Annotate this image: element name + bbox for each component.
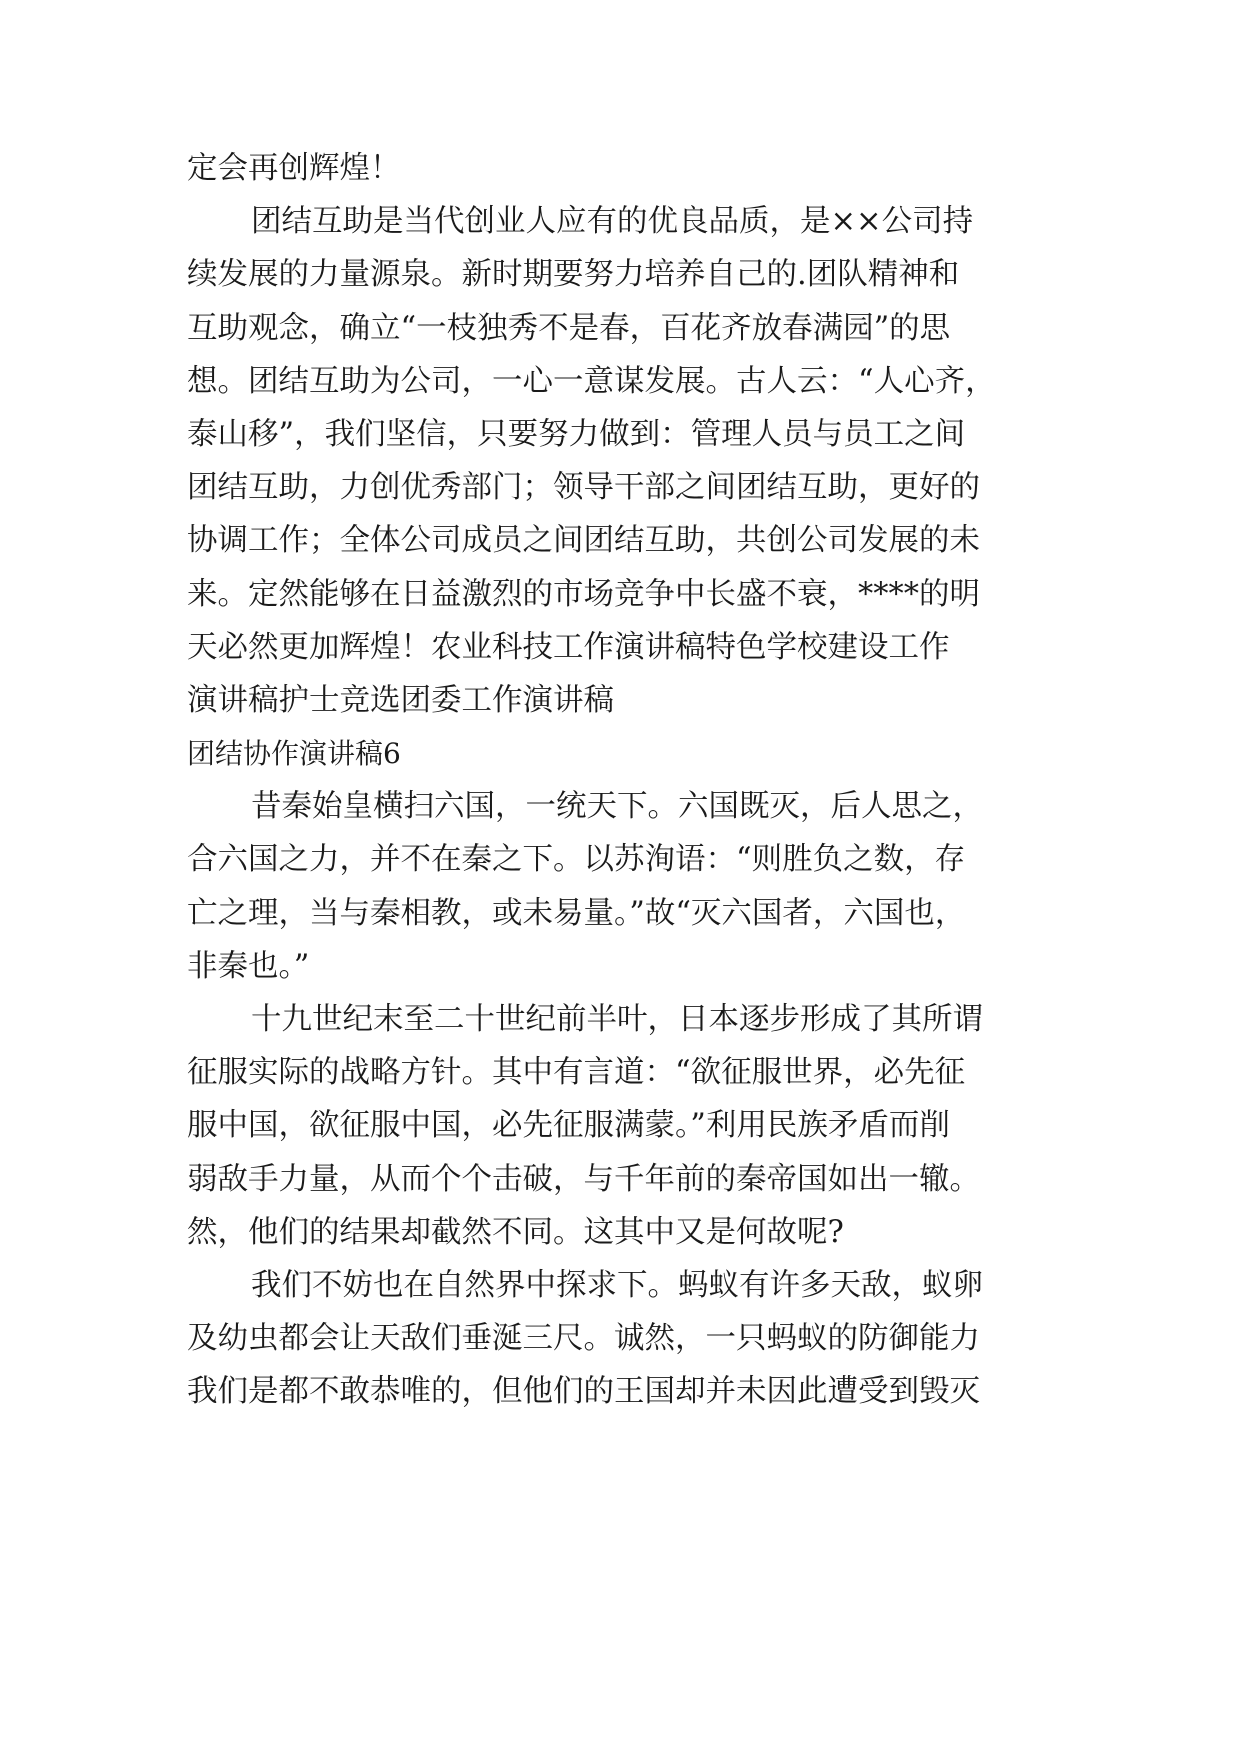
text-line: 想。团结互助为公司，一心一意谋发展。古人云：“人心齐， [187, 363, 996, 399]
paragraph-start-line: 昔秦始皇横扫六国，一统天下。六国既灭，后人思之， [251, 789, 983, 825]
text-line: 征服实际的战略方针。其中有言道：“欲征服世界，必先征 [187, 1055, 966, 1091]
text-line: 互助观念，确立“一枝独秀不是春，百花齐放春满园”的思 [187, 310, 951, 346]
text-line: 泰山移”，我们坚信，只要努力做到：管理人员与员工之间 [187, 416, 966, 452]
text-line: 弱敌手力量，从而个个击破，与千年前的秦帝国如出一辙。 [187, 1161, 980, 1197]
text-line: 然，他们的结果却截然不同。这其中又是何故呢? [187, 1214, 844, 1250]
text-line: 来。定然能够在日益激烈的市场竞争中长盛不衰，****的明 [187, 576, 980, 612]
text-line: 演讲稿护士竞选团委工作演讲稿 [187, 682, 614, 718]
text-line: 我们是都不敢恭唯的，但他们的王国却并未因此遭受到毁灭 [187, 1374, 980, 1410]
text-line: 合六国之力，并不在秦之下。以苏洵语：“则胜负之数，存 [187, 842, 966, 878]
text-line: 团结互助，力创优秀部门；领导干部之间团结互助，更好的 [187, 470, 980, 506]
paragraph-start-line: 团结互助是当代创业人应有的优良品质，是××公司持 [251, 204, 974, 240]
section-heading: 团结协作演讲稿6 [187, 737, 401, 771]
text-line: 非秦也。” [187, 948, 310, 984]
paragraph-start-line: 十九世纪末至二十世纪前半叶，日本逐步形成了其所谓 [251, 1002, 983, 1037]
document-body [187, 142, 1067, 1419]
text-line: 亡之理，当与秦相教，或未易量。”故“灭六国者，六国也， [187, 895, 966, 931]
text-line: 定会再创辉煌！ [187, 151, 401, 186]
text-line: 协调工作；全体公司成员之间团结互助，共创公司发展的未 [187, 523, 980, 559]
paragraph-start-line: 我们不妨也在自然界中探求下。蚂蚁有许多天敌，蚁卵 [251, 1267, 983, 1303]
text-line: 续发展的力量源泉。新时期要努力培养自己的.团队精神和 [187, 257, 960, 293]
text-line: 服中国，欲征服中国，必先征服满蒙。”利用民族矛盾而削 [187, 1108, 950, 1144]
text-line: 及幼虫都会让天敌们垂涎三尺。诚然，一只蚂蚁的防御能力 [187, 1321, 980, 1357]
text-line: 天必然更加辉煌！农业科技工作演讲稿特色学校建设工作 [187, 629, 950, 665]
